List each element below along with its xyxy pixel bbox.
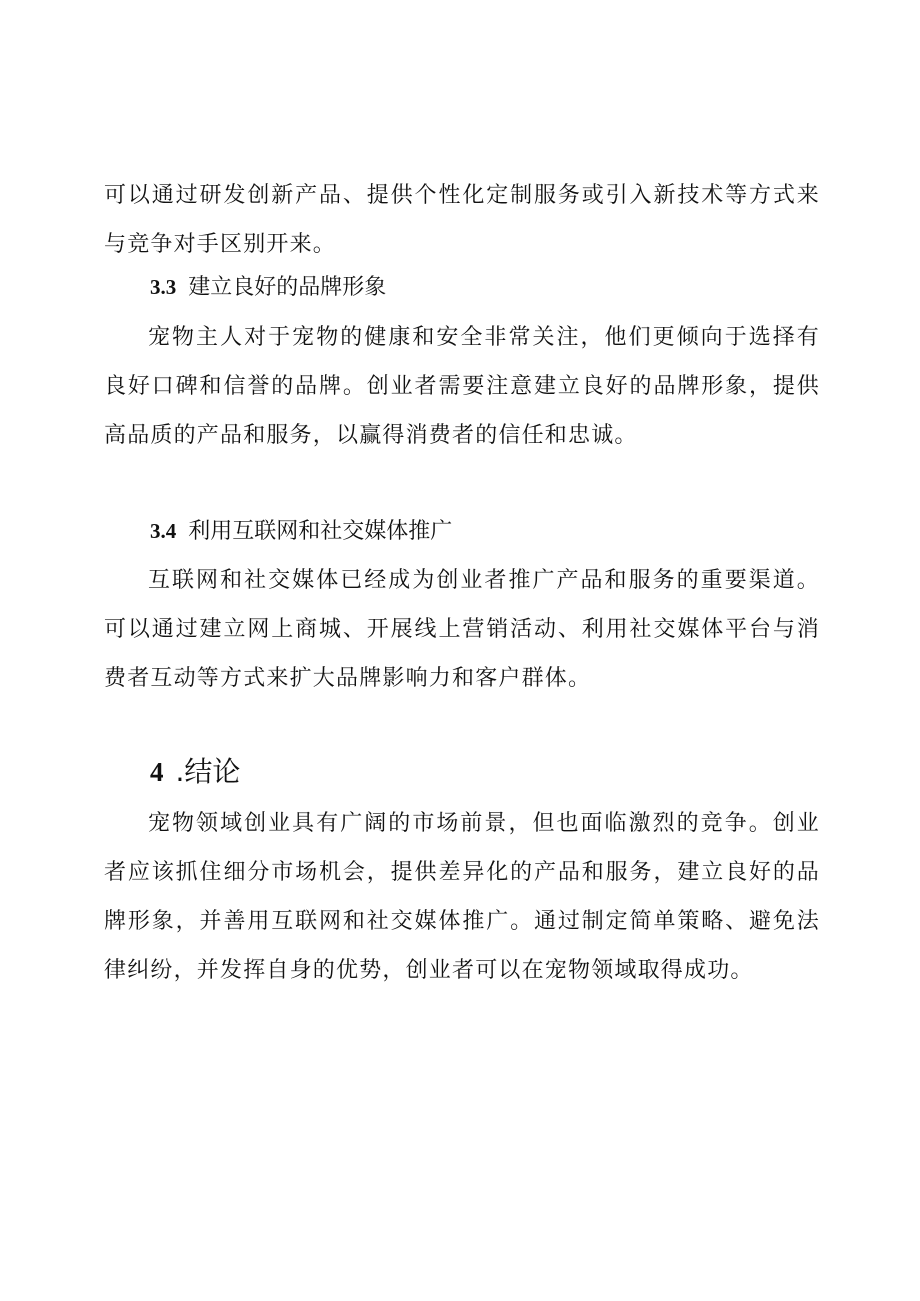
section-number: 3.3 (150, 275, 177, 299)
section-title: 建立良好的品牌形象 (188, 275, 387, 300)
section-title: 利用互联网和社交媒体推广 (188, 519, 453, 544)
section-3-3-paragraph: 宠物主人对于宠物的健康和安全非常关注，他们更倾向于选择有良好口碑和信誉的品牌。创业者需要注意建立良好的品牌形象，提供高品质的产品和服务，以赢得消费者的信任和忠诚。 (104, 325, 820, 448)
continuation-paragraph: 可以通过研发创新产品、提供个性化定制服务或引入新技术等方式来与竞争对手区别开来。 (104, 183, 820, 257)
chapter-number: 4 (150, 757, 164, 787)
chapter-title: .结论 (175, 755, 241, 788)
section-heading-3-3 (150, 272, 386, 303)
conclusion-paragraph: 宠物领域创业具有广阔的市场前景，但也面临激烈的竞争。创业者应该抓住细分市场机会，提供差异化的产品和服务，建立良好的品牌形象，并善用互联网和社交媒体推广。通过制定简单策略、避免法律纠纷，并发挥自身的优势，创业者可以在宠物领域取得成功。 (104, 811, 820, 983)
conclusion-heading (150, 752, 240, 792)
section-heading-3-4 (150, 516, 452, 547)
section-number: 3.4 (150, 519, 177, 543)
section-3-4-paragraph: 互联网和社交媒体已经成为创业者推广产品和服务的重要渠道。可以通过建立网上商城、开展线上营销活动、利用社交媒体平台与消费者互动等方式来扩大品牌影响力和客户群体。 (104, 568, 820, 691)
